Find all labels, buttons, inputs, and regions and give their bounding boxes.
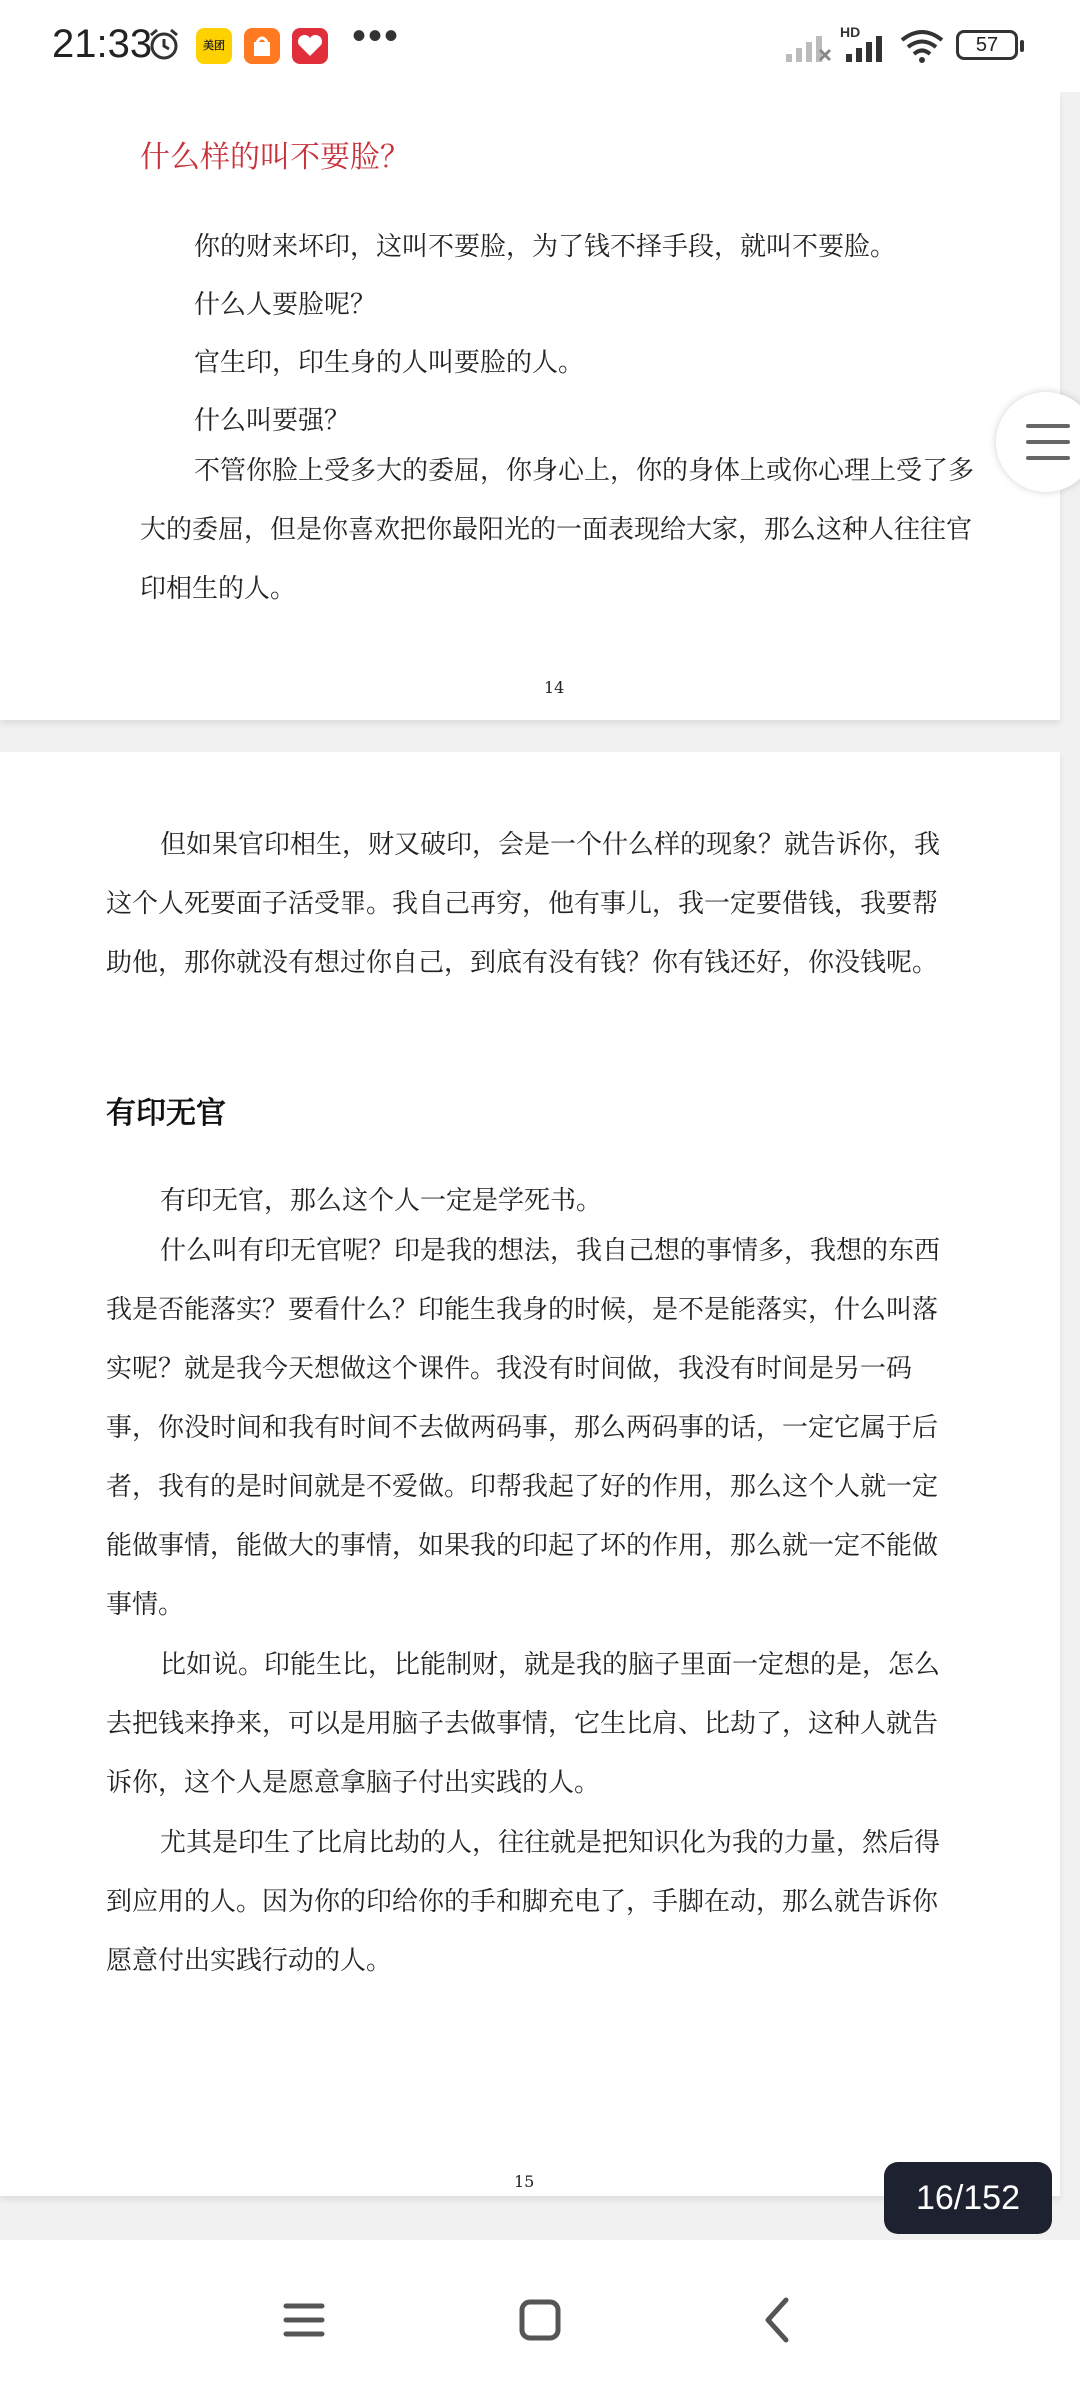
- menu-icon: [1026, 440, 1070, 444]
- pinduoduo-app-icon: [292, 28, 328, 64]
- taobao-app-icon: [244, 28, 280, 64]
- text-line: 有印无官，那么这个人一定是学死书。: [160, 1186, 603, 1216]
- text-paragraph: 比如说。印能生比，比能制财，就是我的脑子里面一定想的是，怎么去把钱来挣来，可以是用脑子去做事情，它生比肩、比劫了，这种人就告诉你，这个人是愿意拿脑子付出实践的人。: [106, 1650, 941, 1798]
- status-bar: [0, 0, 1080, 92]
- signal-sim2-icon: [784, 32, 832, 62]
- system-navigation-bar: [0, 2240, 1080, 2400]
- text-line: 你的财来坏印，这叫不要脸，为了钱不择手段，就叫不要脸。: [194, 232, 897, 262]
- alarm-clock-icon: [146, 26, 182, 62]
- page-indicator: 16/152: [884, 2162, 1052, 2234]
- clock-time: 21:33: [52, 22, 153, 66]
- home-square-icon[interactable]: [510, 2290, 570, 2350]
- text-paragraph: 但如果官印相生，财又破印，会是一个什么样的现象？就告诉你，我这个人死要面子活受罪。我自己再穷，他有事儿，我一定要借钱，我要帮助他，那你就没有想过你自己，到底有没有钱？你有钱还好，你没钱呢。: [106, 830, 941, 978]
- page-number: 14: [544, 678, 565, 697]
- battery-indicator: 57: [956, 30, 1018, 60]
- wifi-icon: [898, 28, 946, 64]
- signal-sim1-icon: [840, 32, 888, 62]
- text-line: 什么叫要强？: [194, 406, 351, 436]
- meituan-app-icon: 美团: [196, 28, 232, 64]
- more-notifications-icon: •••: [352, 14, 401, 58]
- text-paragraph: 什么叫有印无官呢？印是我的想法，我自己想的事情多，我想的东西我是否能落实？要看什么？印能生我身的时候，是不是能落实，什么叫落实呢？就是我今天想做这个课件。我没有时间做，我没有时间是另一码事，你没时间和我有时间不去做两码事，那么两码事的话，一定它属于后者，我有的是时间就是不爱做。印帮我起了好的作用，那么这个人就一定能做事情，能做大的事情，如果我的印起了坏的作用，那么就一定不能做事情。: [106, 1236, 941, 1620]
- back-chevron-icon[interactable]: [748, 2290, 808, 2350]
- text-line: 什么人要脸呢？: [194, 290, 377, 320]
- section-heading: 有印无官: [106, 1096, 226, 1131]
- menu-icon: [1026, 456, 1070, 460]
- text-line: 官生印，印生身的人叫要脸的人。: [194, 348, 585, 378]
- text-paragraph: 尤其是印生了比肩比劫的人，往往就是把知识化为我的力量，然后得到应用的人。因为你的印给你的手和脚充电了，手脚在动，那么就告诉你愿意付出实践行动的人。: [106, 1828, 941, 1976]
- page-number: 15: [514, 2172, 535, 2191]
- document-page-15: [0, 752, 1060, 2196]
- menu-icon[interactable]: [274, 2290, 334, 2350]
- network-type-label: HD: [840, 24, 861, 40]
- text-paragraph: 不管你脸上受多大的委屈，你身心上，你的身体上或你心理上受了多大的委屈，但是你喜欢把你最阳光的一面表现给大家，那么这种人往往官印相生的人。: [140, 456, 975, 604]
- section-heading-red: 什么样的叫不要脸？: [140, 140, 410, 175]
- menu-icon: [1026, 424, 1070, 428]
- document-page-14: [0, 92, 1060, 720]
